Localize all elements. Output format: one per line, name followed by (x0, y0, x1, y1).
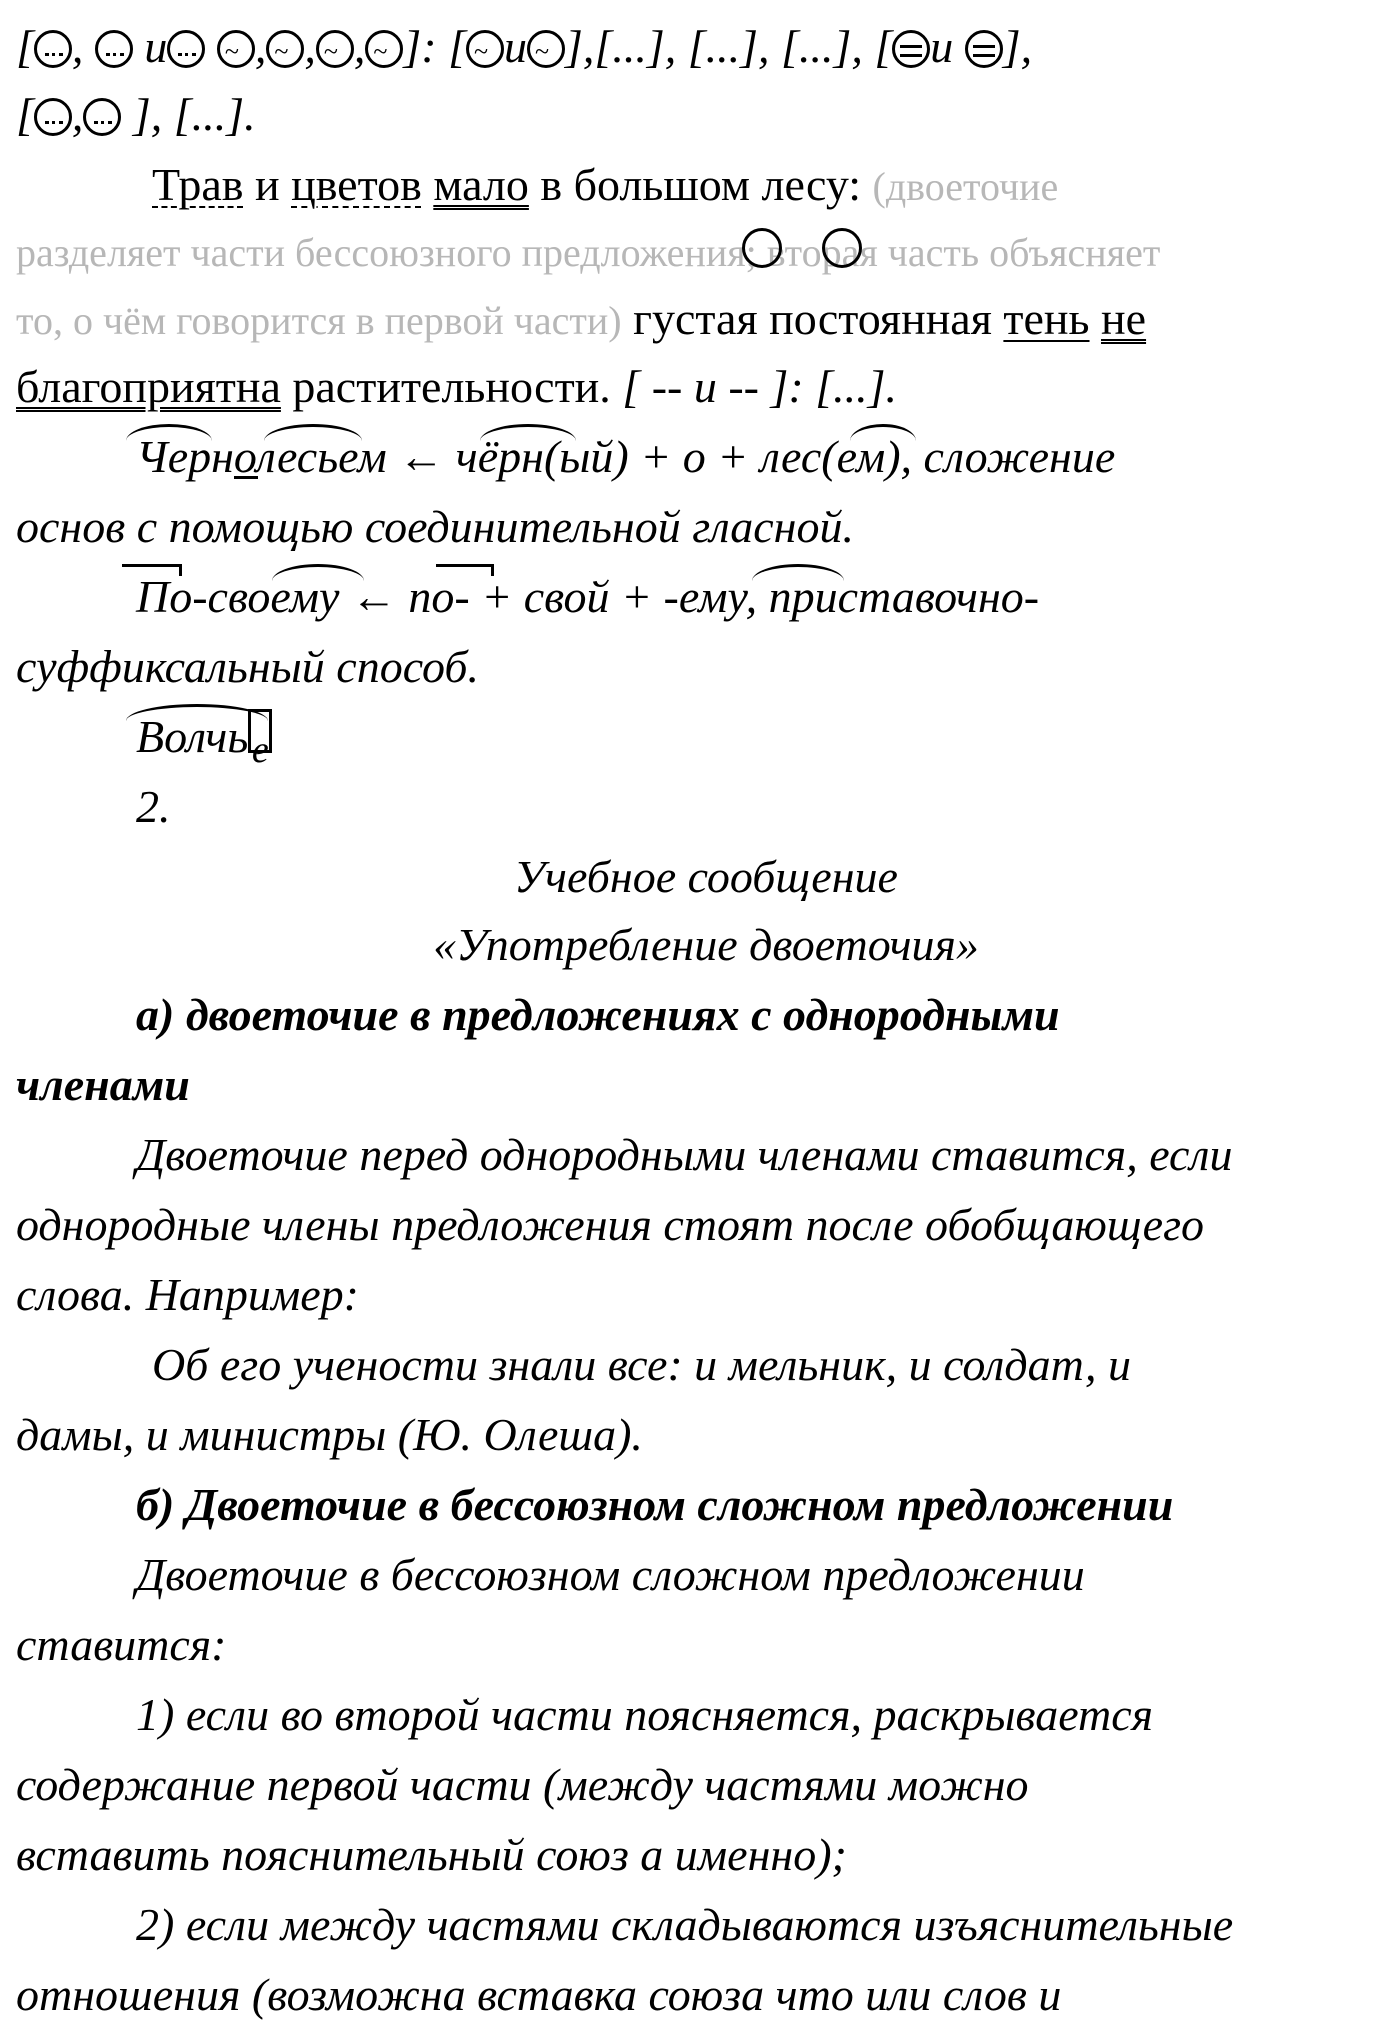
paragraph-text: слова. Например: (16, 1269, 360, 1320)
example-line-1 (152, 1330, 1131, 1400)
heading-b (136, 1470, 1173, 1540)
gray-comment: то, о чём говорится в первой части) (16, 298, 622, 343)
scheme-part: ], [...]. (132, 89, 256, 140)
paragraph-text: однородные члены предложения стоят после обобщающего (16, 1199, 1205, 1250)
example-text: Об его учености знали все: и мельник, и солдат, и (152, 1339, 1131, 1390)
item-number (136, 772, 171, 842)
conjunction: и (504, 21, 528, 72)
heading-a-line-1 (136, 980, 1060, 1050)
text: суффиксальный способ. (16, 641, 480, 692)
item-2-line-1 (136, 1890, 1233, 1960)
circle-dot-icon (83, 98, 121, 136)
scheme-part: ]: [ (403, 21, 467, 72)
text: растительности. (280, 361, 623, 412)
text: ← по- + свой + -ему, приставочно- (339, 571, 1040, 622)
subject-word: тень (1003, 293, 1090, 344)
scheme-part: ], (1002, 21, 1033, 72)
gray-comment: разделяет части бессоюзного предложения (16, 230, 746, 275)
list-item-text: 2) если между частями складываются изъяснительные (136, 1899, 1234, 1950)
circle-dot-icon (167, 30, 205, 68)
list-item-text: отношения (возможна вставка союза что или слов и (16, 1969, 1062, 2020)
number-label: 2. (136, 781, 171, 832)
report-title-1 (16, 842, 1396, 912)
prefix-mark-icon (122, 564, 182, 577)
predicate-word: благоприятна (16, 361, 281, 412)
bracket: [ (16, 21, 34, 72)
circle-equals-icon (965, 30, 1003, 68)
text: и (243, 159, 292, 210)
sentence-line-1 (152, 150, 1058, 220)
section-heading: членами (16, 1059, 190, 1110)
heading-a-line-2 (16, 1050, 190, 1120)
predicate-word: не (1101, 293, 1147, 344)
circle-wave-icon: ~ (365, 30, 403, 68)
conjunction: и (930, 21, 954, 72)
analyzed-word: Волчь (136, 711, 249, 762)
circle-equals-icon (892, 30, 930, 68)
list-item-text: содержание первой части (между частями можно (16, 1759, 1029, 1810)
para-a-line-2 (16, 1190, 1204, 1260)
title-text: «Употребление двоеточия» (433, 919, 979, 970)
text: основ с помощью соединительной гласной. (16, 501, 854, 552)
interfix-underline (234, 476, 258, 479)
title-text: Учебное сообщение (514, 851, 898, 902)
item-1-line-3 (16, 1820, 847, 1890)
circle-icon (742, 228, 782, 268)
example-text: дамы, и министры (Ю. Олеша). (16, 1409, 643, 1460)
sentence-scheme: [ -- и -- ]: [...]. (622, 361, 897, 412)
list-item-text: 1) если во второй части поясняется, раскрывается (136, 1689, 1154, 1740)
circle-wave-icon: ~ (266, 30, 304, 68)
analyzed-word: По-своему (136, 571, 340, 622)
item-1-line-1 (136, 1680, 1153, 1750)
conjunction: и (144, 21, 168, 72)
item-2-line-2 (16, 1960, 1061, 2030)
para-a-line-1 (136, 1120, 1232, 1190)
scheme-line-2 (16, 80, 256, 150)
gray-comment: (двоеточие (872, 164, 1059, 209)
sentence-line-4 (16, 352, 897, 422)
predicate-word: мало (433, 159, 529, 210)
circle-icon (822, 228, 862, 268)
circle-dot-icon (34, 30, 72, 68)
sentence-line-2 (16, 218, 1160, 288)
sentence-line-3 (16, 284, 1146, 354)
report-title-2 (16, 910, 1396, 980)
separator: , (254, 21, 267, 72)
prefix-mark-icon (436, 564, 494, 577)
list-item-text: вставить пояснительный союз а именно); (16, 1829, 847, 1880)
paragraph-text: Двоеточие перед однородными членами ставится, если (136, 1129, 1233, 1180)
scheme-line-1: [ , и ~ , ~ , ~ , ~ ]: [ ~ и ~ ],[...], [...], [...], [ и ], (16, 21, 1033, 72)
circle-wave-icon: ~ (316, 30, 354, 68)
para-b-line-2 (16, 1610, 227, 1680)
example-line-2 (16, 1400, 643, 1470)
subject-word: Трав (152, 159, 244, 210)
paragraph-text: ставится: (16, 1619, 227, 1670)
analyzed-word: Чернолесьем (136, 431, 387, 482)
circle-wave-icon: ~ (466, 30, 504, 68)
circle-wave-icon: ~ (217, 30, 255, 68)
section-heading: а) двоеточие в предложениях с однородными (136, 989, 1060, 1040)
section-heading: б) Двоеточие в бессоюзном сложном предложении (136, 1479, 1174, 1530)
subject-word: цветов (291, 159, 422, 210)
separator: , (71, 89, 84, 140)
circle-wave-icon: ~ (527, 30, 565, 68)
text: ← чёрн(ый) + о + лес(ем), сложение (386, 431, 1116, 482)
circle-dot-icon (95, 30, 133, 68)
scheme-part: ],[...], [...], [...], [ (565, 21, 893, 72)
separator: , (71, 21, 84, 72)
gray-comment: ; вторая часть объясняет (745, 230, 1161, 275)
text: в большом лесу: (528, 159, 873, 210)
ending-letter: е (251, 729, 269, 771)
word-formation-line-3 (136, 562, 1039, 632)
text: густая постоянная (621, 293, 1004, 344)
item-1-line-2 (16, 1750, 1029, 1820)
para-b-line-1 (136, 1540, 1085, 1610)
circle-dot-icon (34, 98, 72, 136)
bracket: [ (16, 89, 34, 140)
para-a-line-3 (16, 1260, 359, 1330)
paragraph-text: Двоеточие в бессоюзном сложном предложении (136, 1549, 1085, 1600)
word-formation-line-2 (16, 492, 854, 562)
word-formation-line-4 (16, 632, 479, 702)
